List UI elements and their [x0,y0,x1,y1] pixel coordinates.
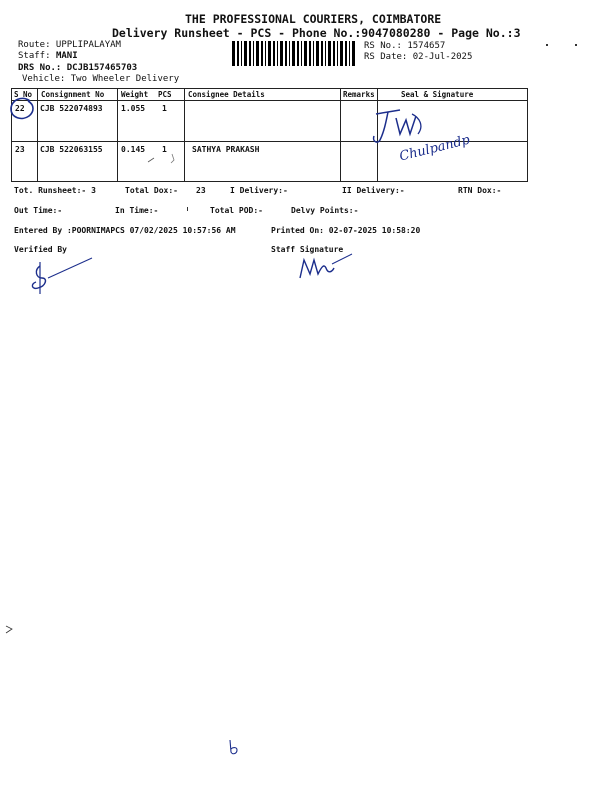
total-pod: Total POD:- [210,206,263,215]
tot-runsheet: Tot. Runsheet:- 3 [14,186,96,195]
row1-weight: 1.055 [121,104,146,113]
total-dox-value: 23 [196,186,206,195]
vehicle-type: Vehicle: Two Wheeler Delivery [22,74,180,84]
row2-pcs: 1 [162,145,167,154]
row1-pcs: 1 [162,104,167,113]
staff-signature-icon [296,252,356,282]
tick-mark [187,207,188,211]
printed-on: Printed On: 02-07-2025 10:58:20 [271,226,421,235]
delvy-points: Delvy Points:- [291,206,359,215]
header-consignment-no: Consignment No [41,90,105,99]
company-title: THE PROFESSIONAL COURIERS, COIMBATORE [185,12,442,26]
in-time: In Time:- [115,206,159,215]
total-dox-label: Total Dox:- [125,186,178,195]
row1-sno: 22 [15,104,25,113]
header-weight: Weight [121,90,149,99]
entered-by: Entered By :POORNIMAPCS 07/02/2025 10:57:56 AM [14,226,236,235]
handwritten-name-text: Chulpandp [398,132,472,165]
rs-date: RS Date: 02-Jul-2025 [364,52,473,62]
i-delivery: I Delivery:- [230,186,288,195]
barcode-icon [232,41,356,70]
staff-line [18,51,78,61]
row2-consignment: CJB 522063155 [40,145,103,154]
header-pcs: PCS [158,90,172,99]
corner-dot-a [546,44,548,46]
row2-consignee: SATHYA PRAKASH [192,145,260,154]
verified-by-label: Verified By [14,245,67,254]
verified-signature-icon [26,256,96,298]
staff-label: Staff: [18,51,51,61]
stray-mark-icon [2,622,18,636]
rtn-dox: RTN Dox:- [458,186,502,195]
header-sno: S No [14,90,33,99]
corner-dot-b [575,44,577,46]
circle-mark-icon [8,96,38,122]
staff-value: MANI [55,51,78,61]
staff-signature-label: Staff Signature [271,245,344,254]
out-time: Out Time:- [14,206,63,215]
rs-number: RS No.: 1574657 [364,41,446,51]
ii-delivery: II Delivery:- [342,186,405,195]
row2-sno: 23 [15,145,25,154]
signature-icon [368,104,430,148]
header-seal-signature: Seal & Signature [401,90,474,99]
pencil-mark-icon [146,150,180,166]
header-consignee-details: Consignee Details [188,90,265,99]
header-remarks: Remarks [343,90,375,99]
drs-number: DRS No.: DCJB157465703 [18,63,138,73]
bottom-mark-icon [226,738,242,756]
route-label: Route: UPPLIPALAYAM [18,40,121,50]
row2-weight: 0.145 [121,145,146,154]
row1-consignment: CJB 522074893 [40,104,103,113]
runsheet-subtitle: Delivery Runsheet - PCS - Phone No.:9047080280 - Page No.:3 [112,26,521,40]
